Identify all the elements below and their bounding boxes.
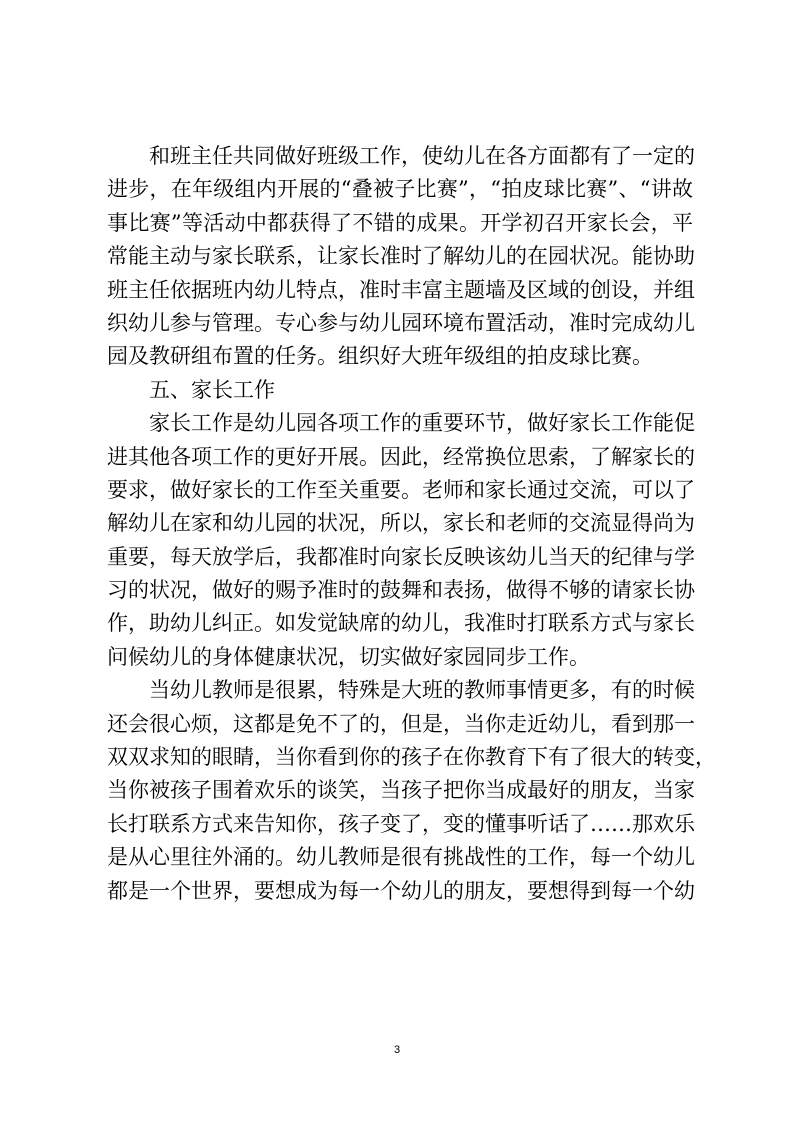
- text-line: 进步，在年级组内开展的“叠被子比赛”，“拍皮球比赛”、“讲故: [107, 177, 693, 202]
- paragraph-class-work: [107, 140, 693, 374]
- text-line: 重要，每天放学后，我都准时向家长反映该幼儿当天的纪律与学: [107, 544, 695, 569]
- text-line: 织幼儿参与管理。专心参与幼儿园环境布置活动，准时完成幼儿: [107, 310, 695, 335]
- text-line: 园及教研组布置的任务。组织好大班年级组的拍皮球比赛。: [107, 344, 653, 369]
- text-line: 问候幼儿的身体健康状况，切实做好家园同步工作。: [107, 644, 590, 669]
- text-line: 常能主动与家长联系，让家长准时了解幼儿的在园状况。能协助: [107, 244, 695, 269]
- text-line: 是从心里往外涌的。幼儿教师是很有挑战性的工作，每一个幼儿: [107, 845, 695, 870]
- section-heading-parent-work: [107, 374, 693, 407]
- text-line: 当幼儿教师是很累，特殊是大班的教师事情更多，有的时候: [149, 678, 695, 703]
- text-line: 家长工作是幼儿园各项工作的重要环节，做好家长工作能促: [149, 411, 695, 436]
- page-number: 3: [393, 1044, 401, 1056]
- text-line: 解幼儿在家和幼儿园的状况，所以，家长和老师的交流显得尚为: [107, 511, 695, 536]
- text-line: 还会很心烦，这都是免不了的，但是，当你走近幼儿，看到那一: [107, 711, 695, 736]
- text-line: 进其他各项工作的更好开展。因此，经常换位思索，了解家长的: [107, 444, 695, 469]
- text-line: 要求，做好家长的工作至关重要。老师和家长通过交流，可以了: [107, 477, 695, 502]
- text-line: 和班主任共同做好班级工作，使幼儿在各方面都有了一定的: [149, 144, 695, 168]
- text-line: 当你被孩子围着欢乐的谈笑，当孩子把你当成最好的朋友，当家: [107, 778, 695, 803]
- text-line: 都是一个世界，要想成为每一个幼儿的朋友，要想得到每一个幼: [107, 878, 695, 903]
- text-line: 双双求知的眼睛，当你看到你的孩子在你教育下有了很大的转变，: [107, 745, 716, 770]
- text-line: 班主任依据班内幼儿特点，准时丰富主题墙及区域的创设，并组: [107, 277, 695, 302]
- section-heading: 五、家长工作: [149, 377, 275, 402]
- body-text: [107, 140, 716, 908]
- text-line: 作，助幼儿纠正。如发觉缺席的幼儿，我准时打联系方式与家长: [107, 611, 695, 636]
- text-line: 事比赛”等活动中都获得了不错的成果。开学初召开家长会，平: [107, 210, 693, 235]
- paragraph-parent-work: [107, 407, 693, 674]
- text-line: 长打联系方式来告知你，孩子变了，变的懂事听话了……那欢乐: [107, 811, 695, 836]
- paragraph-reflection: [107, 674, 716, 908]
- text-line: 习的状况，做好的赐予准时的鼓舞和表扬，做得不够的请家长协: [107, 578, 695, 603]
